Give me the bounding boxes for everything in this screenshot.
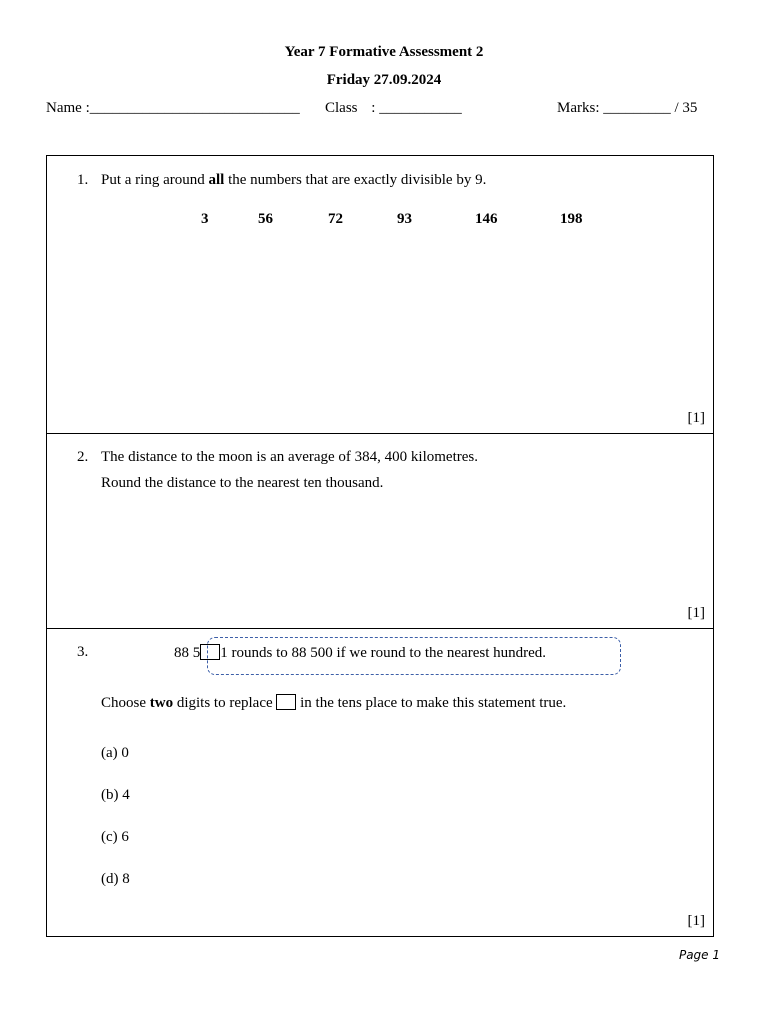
question-instruction: Choose two digits to replace in the tens place to make this statement true. (101, 695, 567, 711)
marks-indicator: [1] (687, 410, 705, 426)
option-a[interactable]: (a) 0 (101, 745, 129, 761)
marks-total: / 35 (674, 100, 698, 116)
option-c[interactable]: (c) 6 (101, 829, 129, 845)
question-text: The distance to the moon is an average of 384, 400 kilometres. (101, 449, 478, 465)
marks-indicator: [1] (687, 605, 705, 621)
class-label: Class (325, 100, 358, 116)
marks-label: Marks: (557, 100, 600, 116)
page-number: Page 1 (678, 948, 720, 962)
class-field[interactable] (325, 100, 462, 117)
number-option[interactable]: 56 (258, 211, 273, 227)
rounding-statement: 88 5 1 rounds to 88 500 if we round to the nearest hundred. (174, 645, 547, 661)
class-line: ___________ (379, 100, 462, 116)
marks-line: _________ (603, 100, 671, 116)
question-number: 1. (77, 172, 89, 188)
number-option[interactable]: 146 (475, 211, 498, 227)
option-b[interactable]: (b) 4 (101, 787, 130, 803)
marks-indicator: [1] (687, 913, 705, 929)
digit-blank-box[interactable] (200, 644, 220, 660)
question-2 (46, 433, 714, 629)
class-colon: : (371, 100, 376, 116)
marks-field[interactable] (557, 100, 697, 117)
page-title: Year 7 Formative Assessment 2 (284, 44, 484, 60)
name-field[interactable] (46, 100, 300, 117)
digit-blank-box (276, 694, 296, 710)
question-instruction: Round the distance to the nearest ten thousand. (101, 475, 384, 491)
number-option[interactable]: 3 (201, 211, 209, 227)
name-line: ____________________________ (89, 100, 300, 116)
question-3 (46, 628, 714, 937)
number-option[interactable]: 198 (560, 211, 583, 227)
name-label: Name : (46, 100, 90, 116)
question-number: 2. (77, 449, 89, 465)
question-1 (46, 155, 714, 434)
question-number: 3. (77, 644, 89, 660)
option-d[interactable]: (d) 8 (101, 871, 130, 887)
assessment-date: Friday 27.09.2024 (326, 72, 442, 88)
question-text: Put a ring around all the numbers that are exactly divisible by 9. (101, 172, 487, 188)
number-option[interactable]: 72 (328, 211, 343, 227)
number-option[interactable]: 93 (397, 211, 412, 227)
